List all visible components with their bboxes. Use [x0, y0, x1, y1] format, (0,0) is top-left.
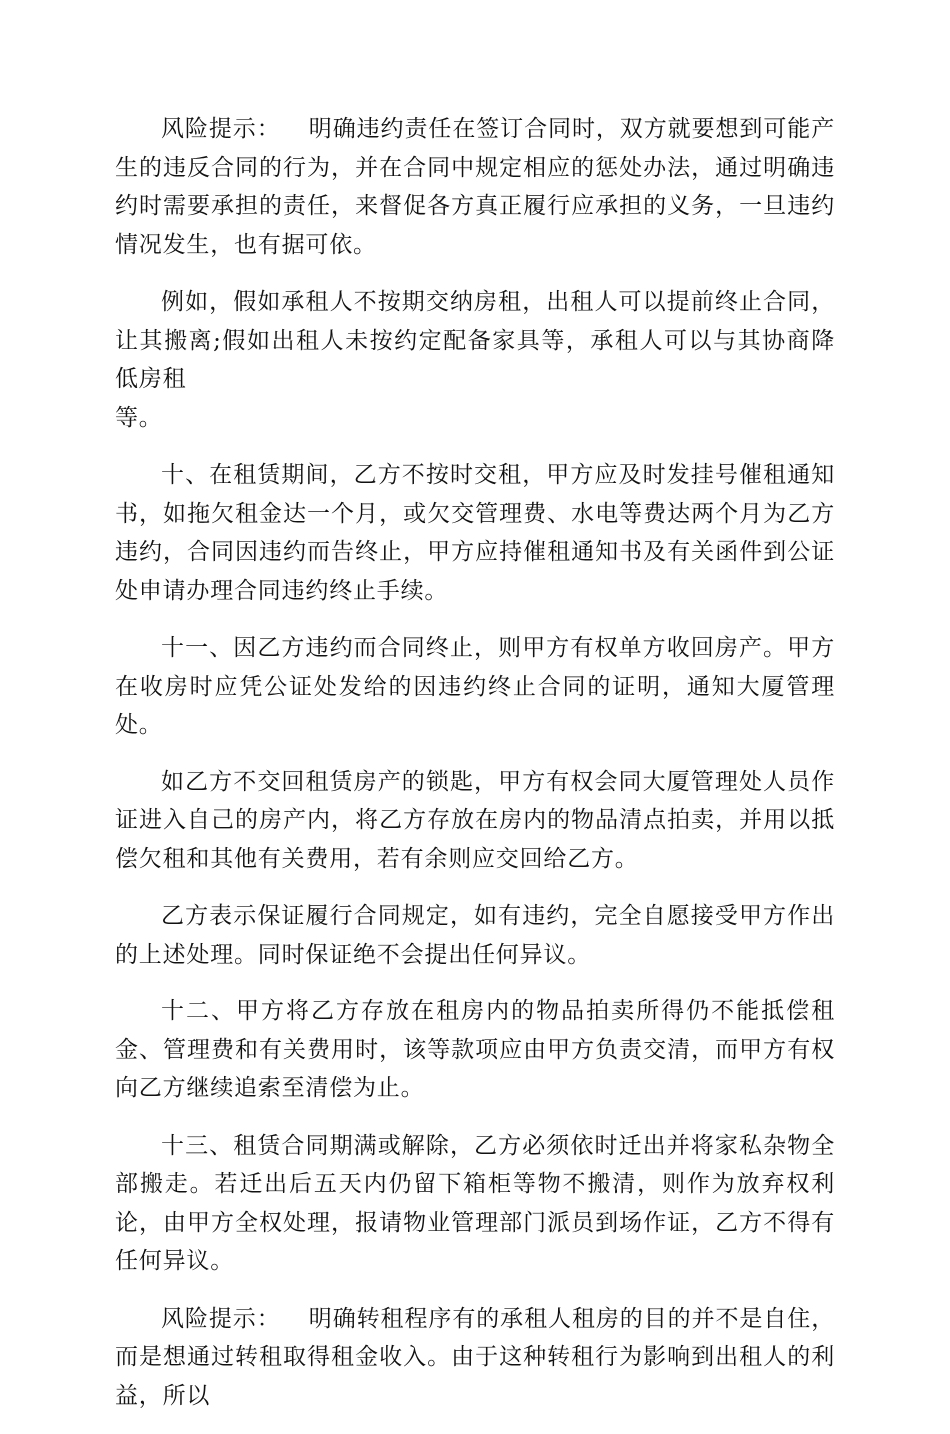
- paragraph-risk-tip-2: [115, 1300, 835, 1416]
- paragraph-text: 十二、甲方将乙方存放在租房内的物品拍卖所得仍不能抵偿租金、管理费和有关费用时，该等款项应由甲方负责交清，而甲方有权向乙方继续追索至清偿为止。: [115, 998, 835, 1101]
- paragraph-text: 十一、因乙方违约而合同终止，则甲方有权单方收回房产。甲方在收房时应凭公证处发给的因违约终止合同的证明，通知大厦管理处。: [115, 635, 835, 738]
- paragraph-guarantee: [115, 897, 835, 974]
- paragraph-text: 如乙方不交回租赁房产的锁匙，甲方有权会同大厦管理处人员作证进入自己的房产内，将乙方存放在房内的物品清点拍卖，并用以抵偿欠租和其他有关费用，若有余则应交回给乙方。: [115, 768, 835, 872]
- paragraph-text: 例如，假如承租人不按期交纳房租，出租人可以提前终止合同，让其搬离;假如出租人未按约定配备家具等，承租人可以与其协商降低房租: [115, 289, 835, 392]
- paragraph-text: 十三、租赁合同期满或解除，乙方必须依时迁出并将家私杂物全部搬走。若迁出后五天内仍留下箱柜等物不搬清，则作为放弃权利论，由甲方全权处理，报请物业管理部门派员到场作证，乙方不得有任何异议。: [115, 1132, 835, 1274]
- paragraph-clause-13: [115, 1127, 835, 1281]
- paragraph-risk-tip-1: [115, 110, 835, 264]
- paragraph-lock-key: [115, 763, 835, 879]
- paragraph-text-continued: 等。: [115, 404, 163, 431]
- paragraph-text: 明确违约责任在签订合同时，双方就要想到可能产生的违反合同的行为，并在合同中规定相应的惩处办法，通过明确违约时需要承担的责任，来督促各方真正履行应承担的义务，一旦违约情况发生，也有据可依。: [115, 116, 836, 258]
- paragraph-text: 乙方表示保证履行合同规定，如有违约，完全自愿接受甲方作出的上述处理。同时保证绝不会提出任何异议。: [115, 903, 835, 968]
- paragraph-clause-10: [115, 456, 835, 610]
- risk-tip-label: 风险提示：: [161, 116, 281, 142]
- document-body: [115, 110, 835, 1434]
- paragraph-text: 明确转租程序有的承租人租房的目的并不是自住，而是想通过转租取得租金收入。由于这种转租行为影响到出租人的利益，所以: [115, 1305, 836, 1409]
- paragraph-clause-11: [115, 629, 835, 745]
- risk-tip-label: 风险提示：: [161, 1305, 281, 1332]
- paragraph-example: [115, 283, 835, 437]
- paragraph-text: 十、在租赁期间，乙方不按时交租，甲方应及时发挂号催租通知书，如拖欠租金达一个月，或欠交管理费、水电等费达两个月为乙方违约，合同因违约而告终止，甲方应持催租通知书及有关函件到公证处申请办理合同违约终止手续。: [115, 462, 835, 604]
- paragraph-clause-12: [115, 992, 835, 1108]
